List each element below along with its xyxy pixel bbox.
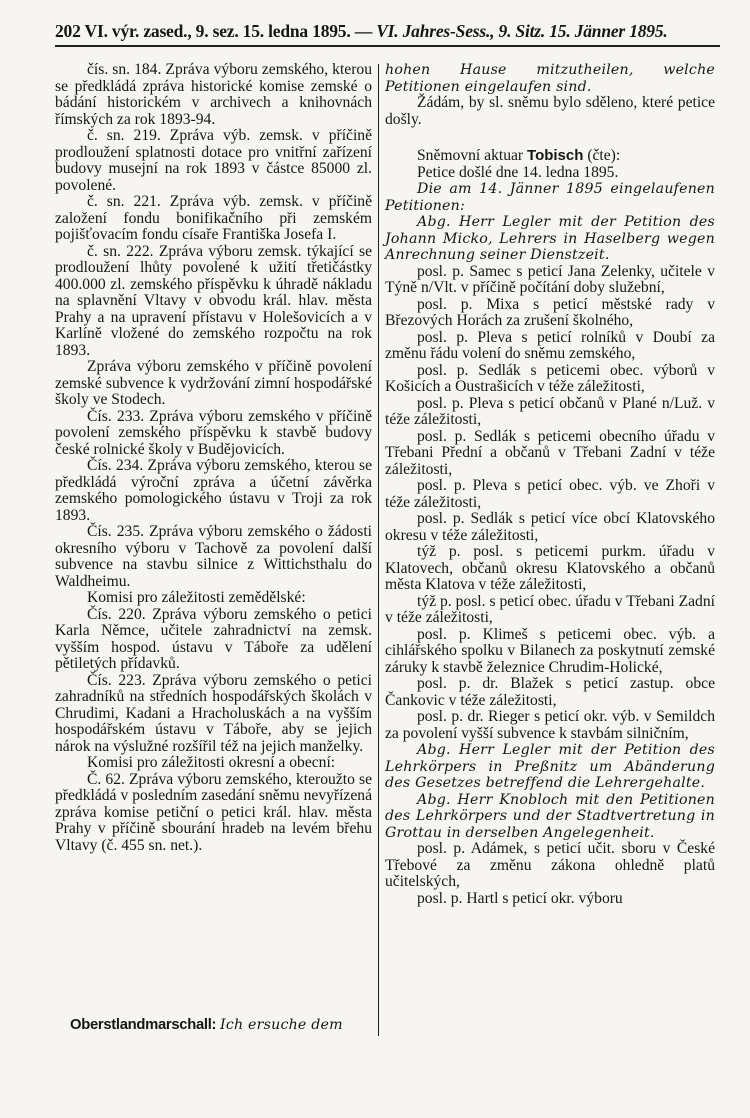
speaker-line <box>385 148 715 165</box>
petition-entry: posl. p. Hartl s peticí okr. výboru <box>417 889 623 907</box>
petition-entry: posl. p. Pleva s peticí obec. výb. ve Zhoři v téže záležitosti, <box>385 477 715 511</box>
right-column <box>385 62 715 907</box>
petition-entry: posl. p. Mixa s peticí městské rady v Březových Horách za zrušení školného, <box>385 295 715 329</box>
committee-heading: Komisi pro záležitosti okresní a obecní: <box>87 754 336 771</box>
petition-entry: posl. p. dr. Blažek s peticí zastup. obce Čankovic v téže záležitosti, <box>385 675 715 709</box>
petition-entry: posl. p. dr. Rieger s peticí okr. výb. v Semildch za povolení vyšší subvence k stavbám silničním, <box>385 708 715 742</box>
page-header <box>55 20 720 42</box>
committee-heading: Komisi pro záležitosti zemědělské: <box>87 589 306 606</box>
petition-entry: týž p. posl. s peticemi purkm. úřadu v Klatovech, občanů okresu Klatovského a občanů města Klatova v téže záležitosti, <box>385 543 715 593</box>
petition-entry: posl. p. Pleva s peticí občanů v Plané n/Luž. v téže záležitosti, <box>385 394 715 428</box>
paragraph: Čís. 220. Zpráva výboru zemského o petici Karla Němce, učitele zahradnictví na zemsk. vyšším hospod. ústavu v Táboře za udělení pětiletých přídavků. <box>55 605 372 672</box>
petition-entry: posl. p. Samec s peticí Jana Zelenky, učitele v Týně n/Vlt. v příčině počítání doby služební, <box>385 262 715 296</box>
petition-entry: Abg. Herr Legler mit der Petition des Lehrkörpers in Preßnitz um Abänderung des Gesetzes betreffend die Lehrergehalte. <box>385 742 715 791</box>
header-rule <box>55 45 720 47</box>
paragraph: Čís. 235. Zpráva výboru zemského o žádosti okresního výboru v Tachově za povolení další subvence na stavbu silnice z Wittichsthalu do Waldheimu. <box>55 523 372 590</box>
paragraph: Čís. 233. Zpráva výboru zemského v příčině povolení zemského příspěvku k stavbě budovy české rolnické školy v Budějovicích. <box>55 407 372 458</box>
paragraph: čís. sn. 184. Zpráva výboru zemského, kterou se předkládá zpráva historické komise zemské o bádání historickém v archivech a knihovnách římských za rok 1893-94. <box>55 61 372 128</box>
petition-entry: posl. p. Sedlák s peticemi obec. výborů v Košicích a Oustrašicích v téže záležitosti, <box>385 361 715 395</box>
petition-entry: Abg. Herr Knobloch mit den Petitionen des Lehrkörpers und der Stadtvertretung in Grottau in derselben Angelegenheit. <box>385 791 715 841</box>
header-czech: VI. výr. zased., 9. sez. 15. ledna 1895. — <box>84 21 372 41</box>
paragraph: Č. 62. Zpráva výboru zemského, kteroužto se předkládá v posledním zasedání sněmu nevyřízená zpráva komise petiční o petici král. hlav. města Prahy v příčině sbourání hradeb na levém břehu Vltavy (č. 455 sn. net.). <box>55 770 372 854</box>
paragraph: Zpráva výboru zemského v příčině povolení zemské subvence k vydržování zimní hospodářské školy ve Stodech. <box>55 358 372 408</box>
paragraph: Die am 14. Jänner 1895 eingelaufenen Petitionen: <box>385 181 715 214</box>
petition-entry: posl. p. Pleva s peticí rolníků v Doubí za změnu řádu volení do sněmu zemského, <box>385 328 715 362</box>
left-column <box>55 62 372 854</box>
page-number: 202 <box>55 21 81 41</box>
paragraph: Čís. 234. Zpráva výboru zemského, kterou se předkládá výroční zpráva a účetní závěrka zemského pomologického ústavu v Troji za rok 1893. <box>55 457 372 524</box>
speaker-text: Ich ersuche dem <box>220 1017 343 1033</box>
petition-entry: Abg. Herr Legler mit der Petition des Johann Micko, Lehrers in Haselberg wegen Anrechnung seiner Dienstzeit. <box>385 214 715 263</box>
petition-entry: posl. p. Klimeš s peticemi obec. výb. a cihlářského spolku v Bilanech za poskytnutí zemské záruky k stavbě železnice Chrudim-Holické, <box>385 625 715 676</box>
speaker-suffix: (čte): <box>587 147 621 164</box>
speaker-name: Tobisch <box>527 147 584 164</box>
petition-entry: posl. p. Sedlák s peticí více obcí Klatovského okresu v téže záležitosti, <box>385 510 715 544</box>
paragraph: č. sn. 222. Zpráva výboru zemsk. týkající se prodloužení lhůty povolené k užití třetičástky 400.000 zl. zemského příspěvku k úhradě nákladu na splavnění Vltavy v obvodu král. hlav. města Prahy a na upravení přístavu v Holešovicích a v Karlíně vložené do zemského rozpočtu na rok 1893. <box>55 242 372 359</box>
speaker-line-left <box>70 1016 370 1034</box>
paragraph: č. sn. 219. Zpráva výb. zemsk. v příčině prodloužení splatnosti dotace pro vnitřní zařízení budovy musejní na rok 1893 v částce 85000 zl. povolené. <box>55 127 372 194</box>
paragraph: hohen Hause mitzutheilen, welche Petitionen eingelaufen sind. <box>385 62 715 95</box>
paragraph: č. sn. 221. Zpráva výb. zemsk. v příčině založení fondu bonifikačního při zemském pojišťovacím fondu císaře Františka Josefa I. <box>55 193 372 243</box>
spacer <box>385 128 715 148</box>
petition-entry: posl. p. Adámek, s peticí učit. sboru v České Třebové za změnu zákona ohledně platů učitelských, <box>385 840 715 890</box>
paragraph: Čís. 223. Zpráva výboru zemského o petici zahradníků na středních hospodářských školách v Chrudimi, Kadani a Hracholuskách a na vyšším hospodářském ústavu v Táboře, aby se jejich nárok na výslužné rozšířil též na jejich manželky. <box>55 671 372 755</box>
petition-entry: posl. p. Sedlák s peticemi obecního úřadu v Třebani Přední a občanů v Třebani Zadní v téže záležitosti, <box>385 427 715 478</box>
paragraph: Žádám, by sl. sněmu bylo sděleno, které petice došly. <box>385 94 715 128</box>
speaker-prefix: Sněmovní aktuar <box>417 147 524 164</box>
speaker-name: Oberstlandmarschall: <box>70 1017 217 1033</box>
paragraph: Petice došlé dne 14. ledna 1895. <box>417 163 619 181</box>
header-german: VI. Jahres-Sess., 9. Sitz. 15. Jänner 1895. <box>376 21 668 41</box>
petition-entry: týž p. posl. s peticí obec. úřadu v Třebani Zadní v téže záležitosti, <box>385 592 715 626</box>
column-divider <box>378 64 379 1036</box>
